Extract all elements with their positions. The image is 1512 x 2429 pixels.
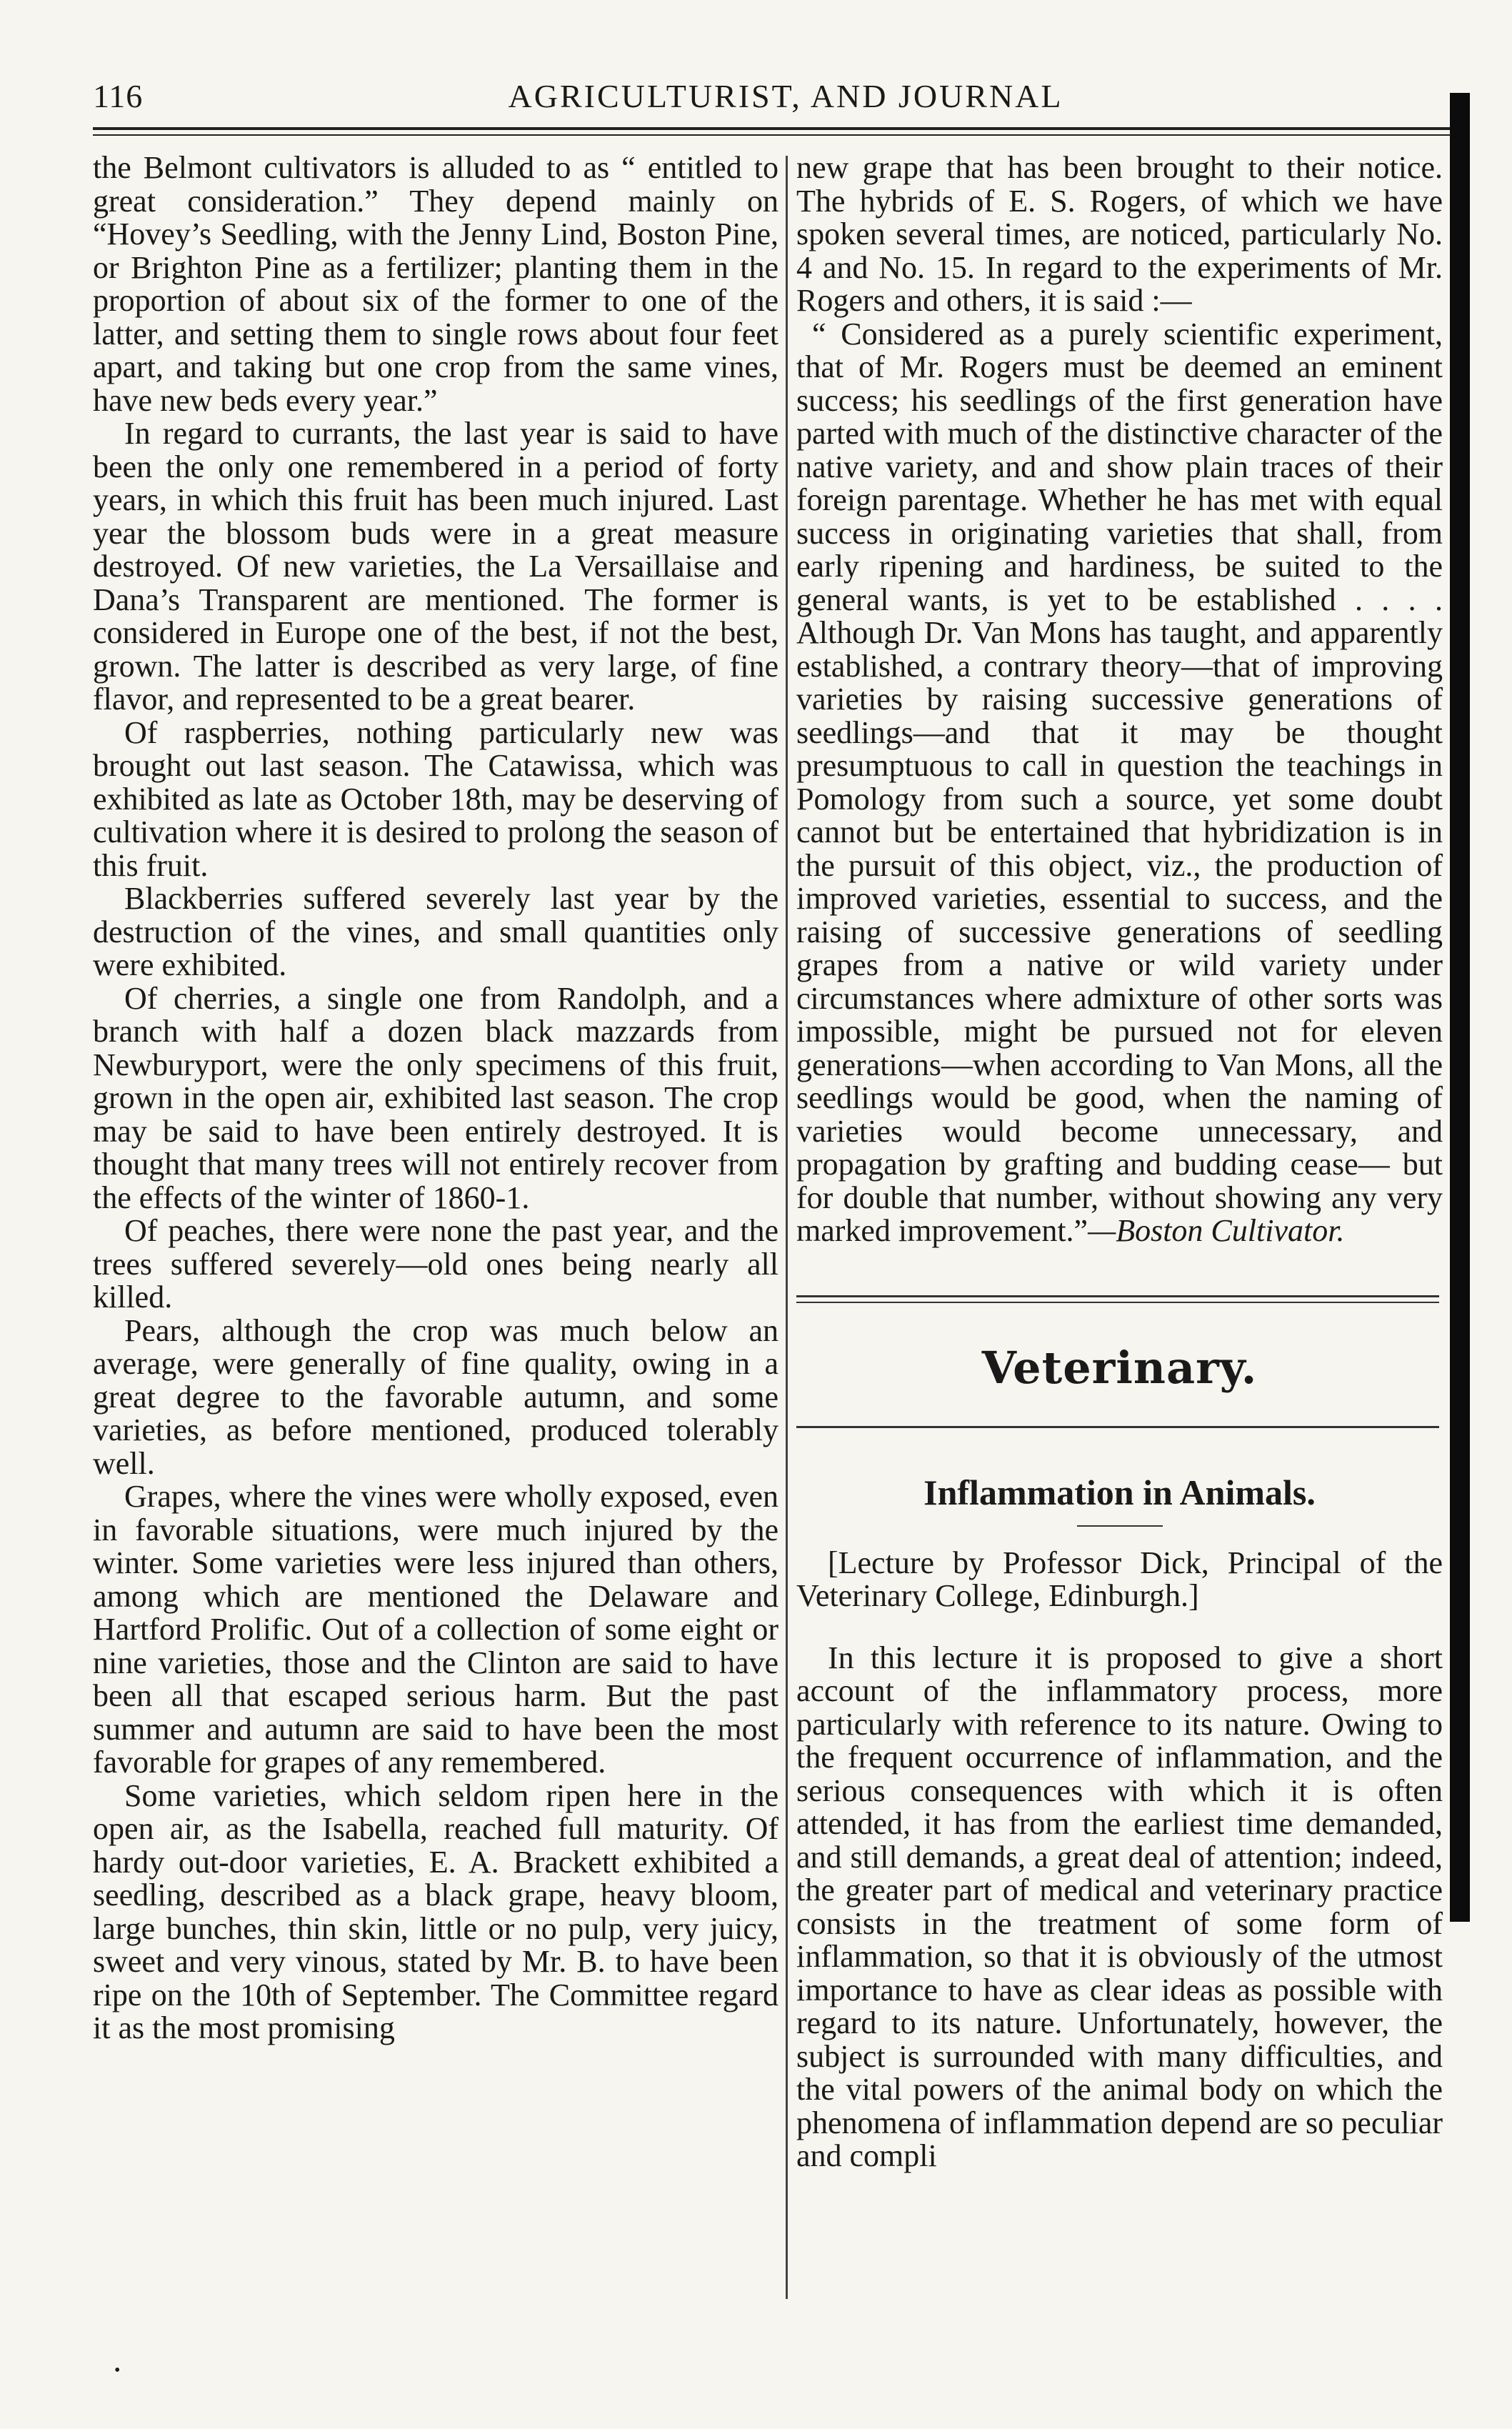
- title-rule: [1077, 1525, 1163, 1527]
- paragraph: In regard to currants, the last year is said to have been the only one remembered in a period of forty years, in which this fruit has been much injured. Last year the blossom buds were in a great measure destroyed. Of new varieties, the La Versaillaise and Dana’s Transparent are mentioned. The former is considered in Europe one of the best, if not the best, grown. The latter is described as very large, of fine flavor, and represented to be a great bearer.: [93, 416, 778, 717]
- paragraph: Some varieties, which seldom ripen here in the open air, as the Isabella, reached full maturity. Of hardy out-door varieties, E. A. Brackett exhibited a seedling, described as a black grape, heavy bloom, large bunches, thin skin, little or no pulp, very juicy, sweet and very vinous, stated by Mr. B. to have been ripe on the 10th of September. The Committee regard it as the most promising: [93, 1777, 778, 2045]
- page-edge-shadow: [1450, 93, 1470, 1922]
- section-heading: Veterinary.: [981, 1341, 1258, 1394]
- paragraph: Of peaches, there were none the past year, and the trees suffered severely—old ones being nearly all killed.: [93, 1213, 778, 1315]
- source-credit: —Boston Cultivator.: [1088, 1213, 1345, 1248]
- left-column: [93, 151, 778, 2045]
- section-rule-thin: [796, 1302, 1439, 1303]
- page-number: 116: [93, 78, 144, 114]
- byline: [Lecture by Professor Dick, Principal of the Veterinary College, Edinburgh.]: [796, 1545, 1443, 1613]
- section-rule: [796, 1295, 1439, 1297]
- column-divider: [786, 156, 788, 2299]
- paragraph: the Belmont cultivators is alluded to as “ entitled to great consideration.” They depend mainly on “Hovey’s Seedling, with the Jenny Lind, Boston Pine, or Brighton Pine as a fertilizer; planting them in the proportion of about six of the former to one of the latter, and setting them to single rows about four feet apart, and taking but one crop from the same vines, have new beds every year.”: [93, 150, 778, 418]
- paragraph: new grape that has been brought to their notice. The hybrids of E. S. Rogers, of which we have spoken several times, are noticed, particularly No. 4 and No. 15. In regard to the experiments of Mr. Rogers and others, it is said :—: [796, 150, 1443, 318]
- right-column: [796, 151, 1443, 2173]
- paragraph: Pears, although the crop was much below an average, were generally of fine quality, owing in a great degree to the favorable autumn, and some varieties, as before mentioned, produced tolerably well.: [93, 1312, 778, 1481]
- paragraph: Of raspberries, nothing particularly new was brought out last season. The Catawissa, which was exhibited as late as October 18th, may be deserving of cultivation where it is desired to prolong the season of this fruit.: [93, 714, 778, 883]
- paragraph: Grapes, where the vines were wholly exposed, even in favorable situations, were much injured by the winter. Some varieties were less injured than others, among which are mentioned the Delaware and Hartford Prolific. Out of a collection of some eight or nine varieties, those and the Clinton are said to have been all that escaped serious harm. But the past summer and autumn are said to have been the most favorable for grapes of any remembered.: [93, 1479, 778, 1780]
- quote-text: “ Considered as a purely scientific experiment, that of Mr. Rogers must be deemed an eminent success; his seedlings of the first generation have parted with much of the distinctive character of the native variety, and and show plain traces of their foreign parentage. Whether he has met with equal success in originating varieties that shall, from early ripening and hardiness, be suited to the general wants, is yet to be established . . . . Although Dr. Van Mons has taught, and apparently established, a contrary theory—that of improving varieties by raising successive generations of seedlings—and that it may be thought presumptuous to call in question the teachings in Pomology from such a source, yet some doubt cannot but be entertained that hybridization is in the pursuit of this object, viz., the production of improved varieties, essential to success, and the raising of successive generations of seedling grapes from a native or wild variety under circumstances where admixture of other sorts was impossible, might be pursued not for eleven generations—when according to Van Mons, all the seedlings would be good, when the naming of varieties would become unnecessary, and propagation by grafting and budding cease— but for double that number, without showing any very marked improvement.”: [796, 316, 1443, 1248]
- article-title: Inflammation in Animals.: [923, 1472, 1316, 1512]
- quoted-paragraph: [796, 318, 1443, 1248]
- header-rule-lower: [93, 134, 1457, 136]
- header-rule: [93, 127, 1457, 130]
- paragraph: In this lecture it is proposed to give a short account of the inflammatory process, more particularly with reference to its nature. Owing to the frequent occurrence of inflammation, and the serious consequences with which it is often attended, it has from the earliest time demanded, and still demands, a great deal of attention; indeed, the greater part of medical and veterinary practice consists in the treatment of some form of inflammation, so that it is obviously of the utmost importance to have as clear ideas as possible with regard to its nature. Unfortunately, however, the subject is surrounded with many difficulties, and the vital powers of the animal body on which the phenomena of inflammation depend are so peculiar and compli: [796, 1640, 1443, 2173]
- section-rule-lower: [796, 1426, 1439, 1428]
- paragraph: Blackberries suffered severely last year by the destruction of the vines, and small quantities only were exhibited.: [93, 881, 778, 982]
- footer-mark: •: [114, 2361, 121, 2380]
- paragraph: Of cherries, a single one from Randolph, and a branch with half a dozen black mazzards from Newburyport, were the only specimens of this fruit, grown in the open air, exhibited last season. The crop may be said to have been entirely destroyed. It is thought that many trees will not entirely recover from the effects of the winter of 1860-1.: [93, 980, 778, 1215]
- running-head: AGRICULTURIST, AND JOURNAL: [508, 78, 1063, 114]
